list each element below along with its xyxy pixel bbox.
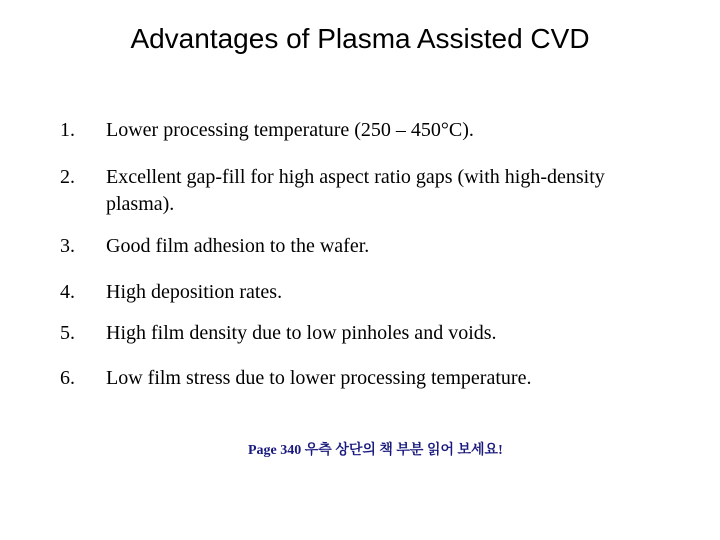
reading-note: Page 340 우측 상단의 책 부분 읽어 보세요! [248,443,503,458]
list-item-text: Low film stress due to lower processing temperature. [106,367,532,389]
slide-title: Advantages of Plasma Assisted CVD [130,23,590,54]
list-item-number: 5. [60,322,75,344]
list-item-number: 2. [60,166,75,188]
list-item-number: 3. [60,235,75,257]
list-item-number: 6. [60,367,75,389]
list-item-text: Good film adhesion to the wafer. [106,235,370,257]
list-item-number: 1. [60,119,75,141]
list-item-text: High film density due to low pinholes and voids. [106,322,497,344]
list-item-number: 4. [60,281,75,303]
list-item-text: Excellent gap-fill for high aspect ratio gaps (with high-density plasma). [106,166,605,215]
list-item-text: Lower processing temperature (250 – 450°C). [106,119,474,141]
list-item-text: High deposition rates. [106,281,283,303]
